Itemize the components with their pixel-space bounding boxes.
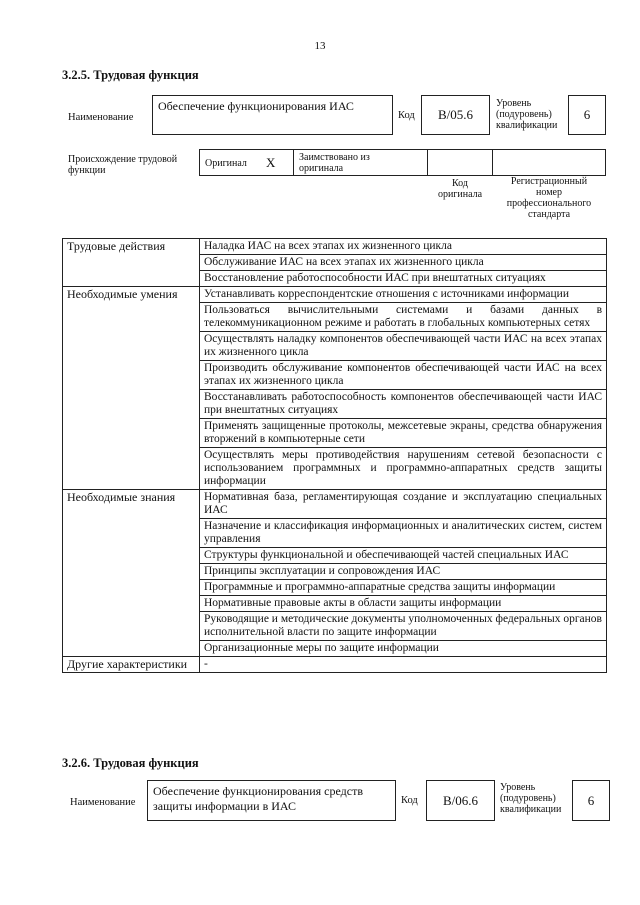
level-label-line: (подуровень): [496, 109, 552, 120]
caption-line: стандарта: [527, 209, 571, 220]
caption-line: оригинала: [437, 189, 483, 200]
action-item: Обслуживание ИАС на всех этапах их жизненного цикла: [200, 255, 607, 271]
code-value-box: [426, 780, 495, 821]
action-item: Восстановление работоспособности ИАС при внештатных ситуациях: [200, 271, 607, 287]
knowledge-item: Программные и программно-аппаратные средства защиты информации: [200, 580, 607, 596]
original-code-cell: [427, 149, 493, 176]
level-label-line: квалификации: [500, 804, 562, 815]
registration-number-cell: [492, 149, 606, 176]
table-row: [63, 287, 607, 303]
knowledge-item: Принципы эксплуатации и сопровождения ИАС: [200, 564, 607, 580]
origin-label-line: функции: [68, 165, 106, 176]
level-value: 6: [587, 793, 595, 808]
level-value-box: [568, 95, 606, 135]
code-value-box: [421, 95, 490, 135]
level-value: 6: [583, 107, 591, 122]
original-code-caption: [427, 178, 493, 200]
skills-label: Необходимые умения: [63, 287, 200, 490]
level-label: [496, 98, 557, 131]
level-label-line: квалификации: [496, 120, 558, 131]
level-label: [500, 782, 561, 815]
level-label-line: Уровень: [500, 782, 536, 793]
caption-line: профессионального: [506, 198, 592, 209]
borrowed-line: оригинала: [299, 163, 344, 174]
origin-label-line: Происхождение трудовой: [68, 154, 178, 165]
skill-item: Устанавливать корреспондентские отношения с источниками информации: [200, 287, 607, 303]
skill-item: Осуществлять наладку компонентов обеспечивающей части ИАС на всех этапах их жизненного цикла: [200, 332, 607, 361]
knowledge-item: Нормативные правовые акты в области защиты информации: [200, 596, 607, 612]
caption-line: Код: [452, 178, 468, 189]
skill-item: Производить обслуживание компонентов обеспечивающей части ИАС на всех этапах их жизненного цикла: [200, 361, 607, 390]
other-label: Другие характеристики: [63, 657, 200, 673]
labor-function-table: [62, 238, 607, 673]
registration-number-caption: [492, 176, 606, 220]
level-label-line: (подуровень): [500, 793, 556, 804]
origin-label: [68, 154, 177, 176]
name-value: Обеспечение функционирования ИАС: [158, 99, 354, 113]
skill-item: Осуществлять меры противодействия нарушениям сетевой безопасности с использованием программных и программно-аппаратных средств защиты информации: [200, 448, 607, 490]
knowledge-label: Необходимые знания: [63, 490, 200, 657]
knowledge-item: Руководящие и методические документы уполномоченных федеральных органов исполнительной власти по защите информации: [200, 612, 607, 641]
knowledge-item: Организационные меры по защите информации: [200, 641, 607, 657]
caption-line: номер: [536, 187, 562, 198]
borrowed-cell: [293, 149, 428, 176]
section-title-326: 3.2.6. Трудовая функция: [62, 756, 199, 770]
original-cell: [199, 149, 294, 176]
code-label: Код: [398, 110, 415, 121]
name-value: Обеспечение функционирования средств защиты информации в ИАС: [153, 784, 363, 813]
actions-label: Трудовые действия: [63, 239, 200, 287]
name-label: Наименование: [70, 797, 136, 808]
knowledge-item: Нормативная база, регламентирующая создание и эксплуатацию специальных ИАС: [200, 490, 607, 519]
knowledge-item: Структуры функциональной и обеспечивающей частей специальных ИАС: [200, 548, 607, 564]
action-item: Наладка ИАС на всех этапах их жизненного цикла: [200, 239, 607, 255]
skill-item: Пользоваться вычислительными системами и базами данных в телекоммуникационном режиме и работать в глобальных компьютерных сетях: [200, 303, 607, 332]
page-number: 13: [314, 40, 326, 52]
borrowed-line: Заимствовано из: [299, 152, 370, 163]
level-label-line: Уровень: [496, 98, 532, 109]
table-row: [63, 490, 607, 519]
caption-line: Регистрационный: [510, 176, 588, 187]
table-row: [63, 657, 607, 673]
knowledge-item: Назначение и классификация информационных и аналитических систем, систем управления: [200, 519, 607, 548]
code-value: В/05.6: [437, 107, 474, 122]
original-mark: X: [266, 155, 276, 170]
code-label: Код: [401, 795, 418, 806]
other-value: -: [200, 657, 607, 673]
skill-item: Применять защищенные протоколы, межсетевые экраны, средства обнаружения вторжений в компьютерные сети: [200, 419, 607, 448]
name-value-box: [147, 780, 396, 821]
skill-item: Восстанавливать работоспособность компонентов обеспечивающей части ИАС при внештатных ситуациях: [200, 390, 607, 419]
original-label: Оригинал: [205, 158, 247, 169]
table-row: [63, 239, 607, 255]
name-value-box: [152, 95, 393, 135]
level-value-box: [572, 780, 610, 821]
section-title-325: 3.2.5. Трудовая функция: [62, 68, 199, 82]
name-label: Наименование: [68, 112, 134, 123]
code-value: В/06.6: [442, 793, 479, 808]
